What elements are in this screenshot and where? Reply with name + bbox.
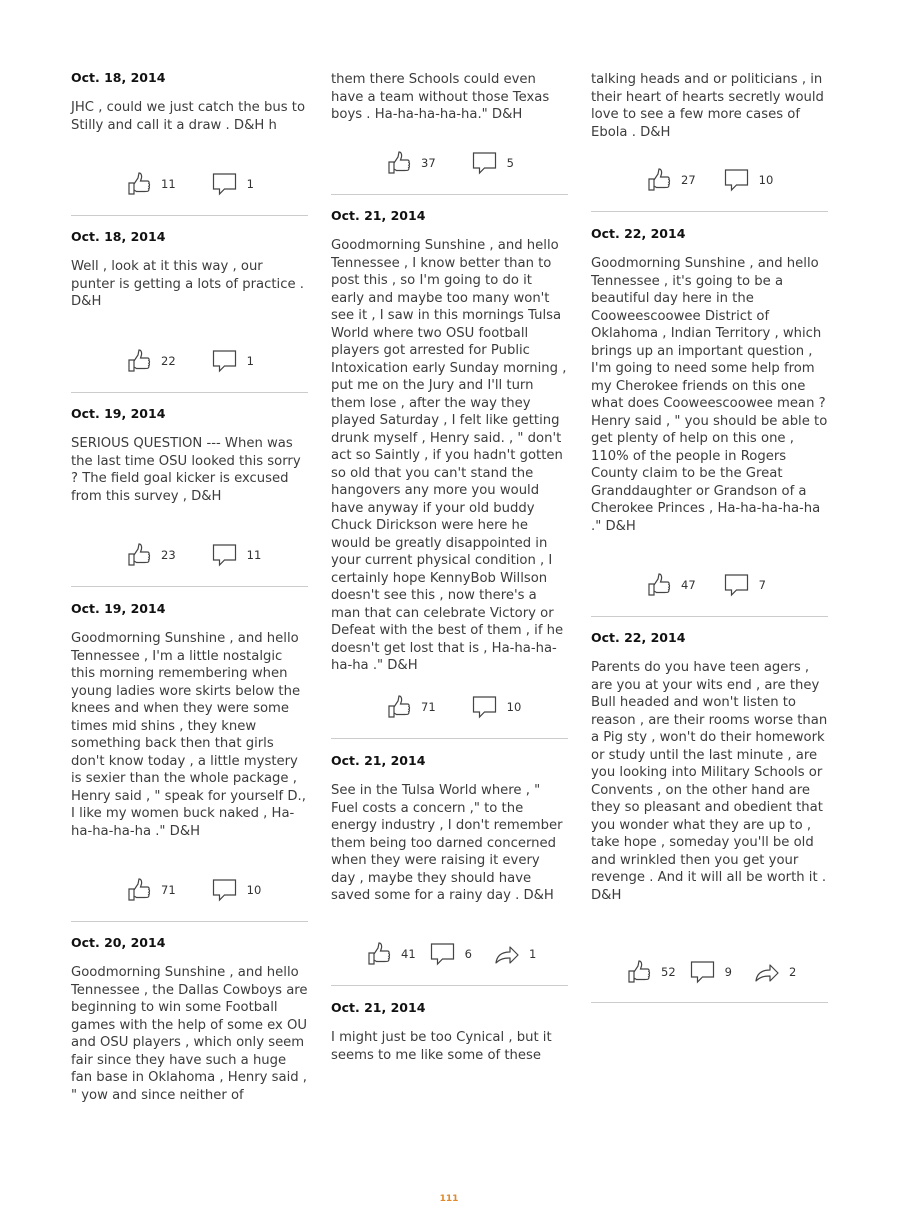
divider [591, 1002, 828, 1003]
thumbs-up-icon [386, 151, 412, 175]
comment-button[interactable] [472, 695, 522, 719]
comment-count: 9 [724, 965, 732, 979]
post-actions [126, 543, 261, 567]
comment-icon [472, 151, 498, 175]
post [591, 226, 832, 535]
comment-button[interactable] [472, 151, 514, 175]
comment-button[interactable] [212, 172, 254, 196]
post-date: Oct. 21, 2014 [331, 1000, 426, 1015]
like-count: 47 [681, 578, 696, 592]
post-date: Oct. 19, 2014 [71, 601, 166, 616]
post-date: Oct. 19, 2014 [71, 406, 166, 421]
like-button[interactable] [386, 695, 436, 719]
like-button[interactable] [126, 172, 176, 196]
thumbs-up-icon [366, 942, 392, 966]
divider [71, 215, 308, 216]
thumbs-up-icon [646, 573, 672, 597]
share-button[interactable] [754, 960, 796, 984]
post [331, 208, 571, 675]
like-count: 71 [421, 700, 436, 714]
divider [331, 738, 568, 739]
post-actions [366, 942, 536, 966]
like-count: 37 [421, 156, 436, 170]
share-button[interactable] [494, 942, 536, 966]
comment-icon [472, 695, 498, 719]
comment-count: 6 [464, 947, 472, 961]
share-arrow-icon [754, 960, 780, 984]
post-text: them there Schools could even have a team without those Texas boys . Ha-ha-ha-ha-ha." D&H [331, 72, 554, 122]
comment-icon [430, 942, 456, 966]
post-actions [126, 172, 254, 196]
like-count: 22 [161, 354, 176, 368]
post-actions [626, 960, 796, 984]
post-actions [126, 878, 261, 902]
post-text: See in the Tulsa World where , " Fuel costs a concern ," to the energy industry , I don't remember them being too darned concerned when they were raising it every day , maybe they should have saved some for a rainy day . D&H [331, 783, 567, 903]
comment-count: 1 [246, 354, 254, 368]
post-actions [646, 573, 766, 597]
post-actions [126, 349, 254, 373]
post [591, 630, 832, 904]
post-actions [386, 151, 514, 175]
post-text: JHC , could we just catch the bus to Stilly and call it a draw . D&H h [71, 100, 310, 133]
post [331, 1000, 568, 1064]
comment-count: 10 [506, 700, 522, 714]
post-text: Parents do you have teen agers , are you at your wits end , are they Bull headed and won't listen to reason , are their rooms worse than a Pig sty , won't do their homework or study until the last minute , are you looking into Military Schools or Convents , on the other hand are they so pleasant and obedient that you wonder what they are up to , take hope , someday you'll be old and wrinkled then you get your revenge . And it will all be worth it . D&H [591, 660, 832, 903]
thumbs-up-icon [626, 960, 652, 984]
like-count: 41 [401, 947, 416, 961]
share-count: 2 [788, 965, 797, 979]
like-button[interactable] [646, 573, 696, 597]
divider [71, 586, 308, 587]
comment-icon [212, 172, 238, 196]
thumbs-up-icon [126, 349, 152, 373]
post-date: Oct. 22, 2014 [591, 226, 686, 241]
like-button[interactable] [626, 960, 676, 984]
thumbs-up-icon [126, 172, 152, 196]
post-text: talking heads and or politicians , in their heart of hearts secretly would love to see a few more cases of Ebola . D&H [591, 72, 829, 140]
post [71, 601, 311, 840]
post-actions [386, 695, 521, 719]
comment-count: 7 [758, 578, 766, 592]
post-date: Oct. 18, 2014 [71, 70, 166, 85]
comment-button[interactable] [212, 349, 254, 373]
post [71, 935, 312, 1104]
divider [591, 211, 828, 212]
post [591, 71, 828, 141]
post-date: Oct. 20, 2014 [71, 935, 166, 950]
post-text: Goodmorning Sunshine , and hello Tennessee , I know better than to post this , so I'm going to do it early and maybe too many won't see it , I saw in this mornings Tulsa World where two OSU football players got arrested for Public Intoxication early Sunday morning , put me on the Jury and I'll turn them lose , after the way they played Saturday , I felt like getting drunk myself , Henry said. , " don't act so Saintly , if you hadn't gotten so old that you can't stand the hangovers any more you would have anyway if your old buddy Chuck Dirickson were here he would be greatly disappointed in your current physical condition , I certainly hope KennyBob Willson doesn't see this , now there's a man that can celebrate Victory or Defeat with the best of them , if he doesn't get lost that is , Ha-ha-ha-ha-ha ." D&H [331, 238, 571, 673]
thumbs-up-icon [386, 695, 412, 719]
comment-icon [690, 960, 716, 984]
post-date: Oct. 22, 2014 [591, 630, 686, 645]
comment-icon [212, 543, 238, 567]
post-text: Goodmorning Sunshine , and hello Tennessee , I'm a little nostalgic this morning remembering when young ladies wore skirts below the knees and when they were some times mid shins , they knew something back then that girls don't know today , a little mystery is sexier than the whole package , Henry said , " speak for yourself D., I like my women buck naked , Ha-ha-ha-ha-ha ." D&H [71, 631, 311, 839]
comment-button[interactable] [212, 543, 262, 567]
comment-button[interactable] [212, 878, 262, 902]
comment-count: 10 [246, 883, 262, 897]
post [331, 71, 568, 124]
thumbs-up-icon [126, 878, 152, 902]
comment-icon [724, 168, 750, 192]
like-count: 52 [661, 965, 676, 979]
comment-icon [212, 878, 238, 902]
post-date: Oct. 21, 2014 [331, 753, 426, 768]
divider [591, 616, 828, 617]
thumbs-up-icon [126, 543, 152, 567]
comment-button[interactable] [430, 942, 472, 966]
share-count: 1 [528, 947, 537, 961]
divider [331, 194, 568, 195]
post-actions [646, 168, 773, 192]
like-button[interactable] [366, 942, 416, 966]
like-count: 23 [161, 548, 176, 562]
post-date: Oct. 18, 2014 [71, 229, 166, 244]
post-text: SERIOUS QUESTION --- When was the last time OSU looked this sorry ? The field goal kicker is excused from this survey , D&H [71, 436, 305, 504]
thumbs-up-icon [646, 168, 672, 192]
comment-count: 10 [758, 173, 774, 187]
post-text: Goodmorning Sunshine , and hello Tennessee , the Dallas Cowboys are beginning to win some Football games with the help of some ex OU and OSU players , which only seem fair since they have such a huge fan base in Oklahoma , Henry said , " yow and since neither of [71, 965, 312, 1103]
like-button[interactable] [126, 349, 176, 373]
divider [331, 985, 568, 986]
post [71, 229, 308, 311]
comment-count: 11 [246, 548, 262, 562]
like-button[interactable] [126, 543, 176, 567]
post [71, 406, 308, 505]
divider [71, 921, 308, 922]
comment-button[interactable] [724, 168, 774, 192]
comment-count: 5 [506, 156, 514, 170]
like-button[interactable] [386, 151, 436, 175]
like-button[interactable] [646, 168, 696, 192]
like-count: 71 [161, 883, 176, 897]
page-number: 111 [439, 1194, 459, 1204]
like-button[interactable] [126, 878, 176, 902]
comment-icon [212, 349, 238, 373]
share-arrow-icon [494, 942, 520, 966]
like-count: 11 [161, 177, 176, 191]
comment-icon [724, 573, 750, 597]
divider [71, 392, 308, 393]
post [331, 753, 568, 905]
like-count: 27 [681, 173, 696, 187]
comment-button[interactable] [724, 573, 766, 597]
post [71, 70, 308, 134]
post-date: Oct. 21, 2014 [331, 208, 426, 223]
post-text: Goodmorning Sunshine , and hello Tennessee , it's going to be a beautiful day here in the Cooweescoowee District of Oklahoma , Indian Territory , which brings up an important question , I'm going to need some help from my Cherokee friends on this one what does Cooweescoowee mean ? Henry said , " you should be able to get plenty of help on this one , 110% of the people in Rogers County claim to be the Great Granddaughter or Grandson of a Cherokee Princes , Ha-ha-ha-ha-ha ." D&H [591, 256, 832, 534]
post-text: I might just be too Cynical , but it seems to me like some of these [331, 1030, 556, 1063]
comment-button[interactable] [690, 960, 732, 984]
post-text: Well , look at it this way , our punter is getting a lots of practice . D&H [71, 259, 309, 309]
comment-count: 1 [246, 177, 254, 191]
